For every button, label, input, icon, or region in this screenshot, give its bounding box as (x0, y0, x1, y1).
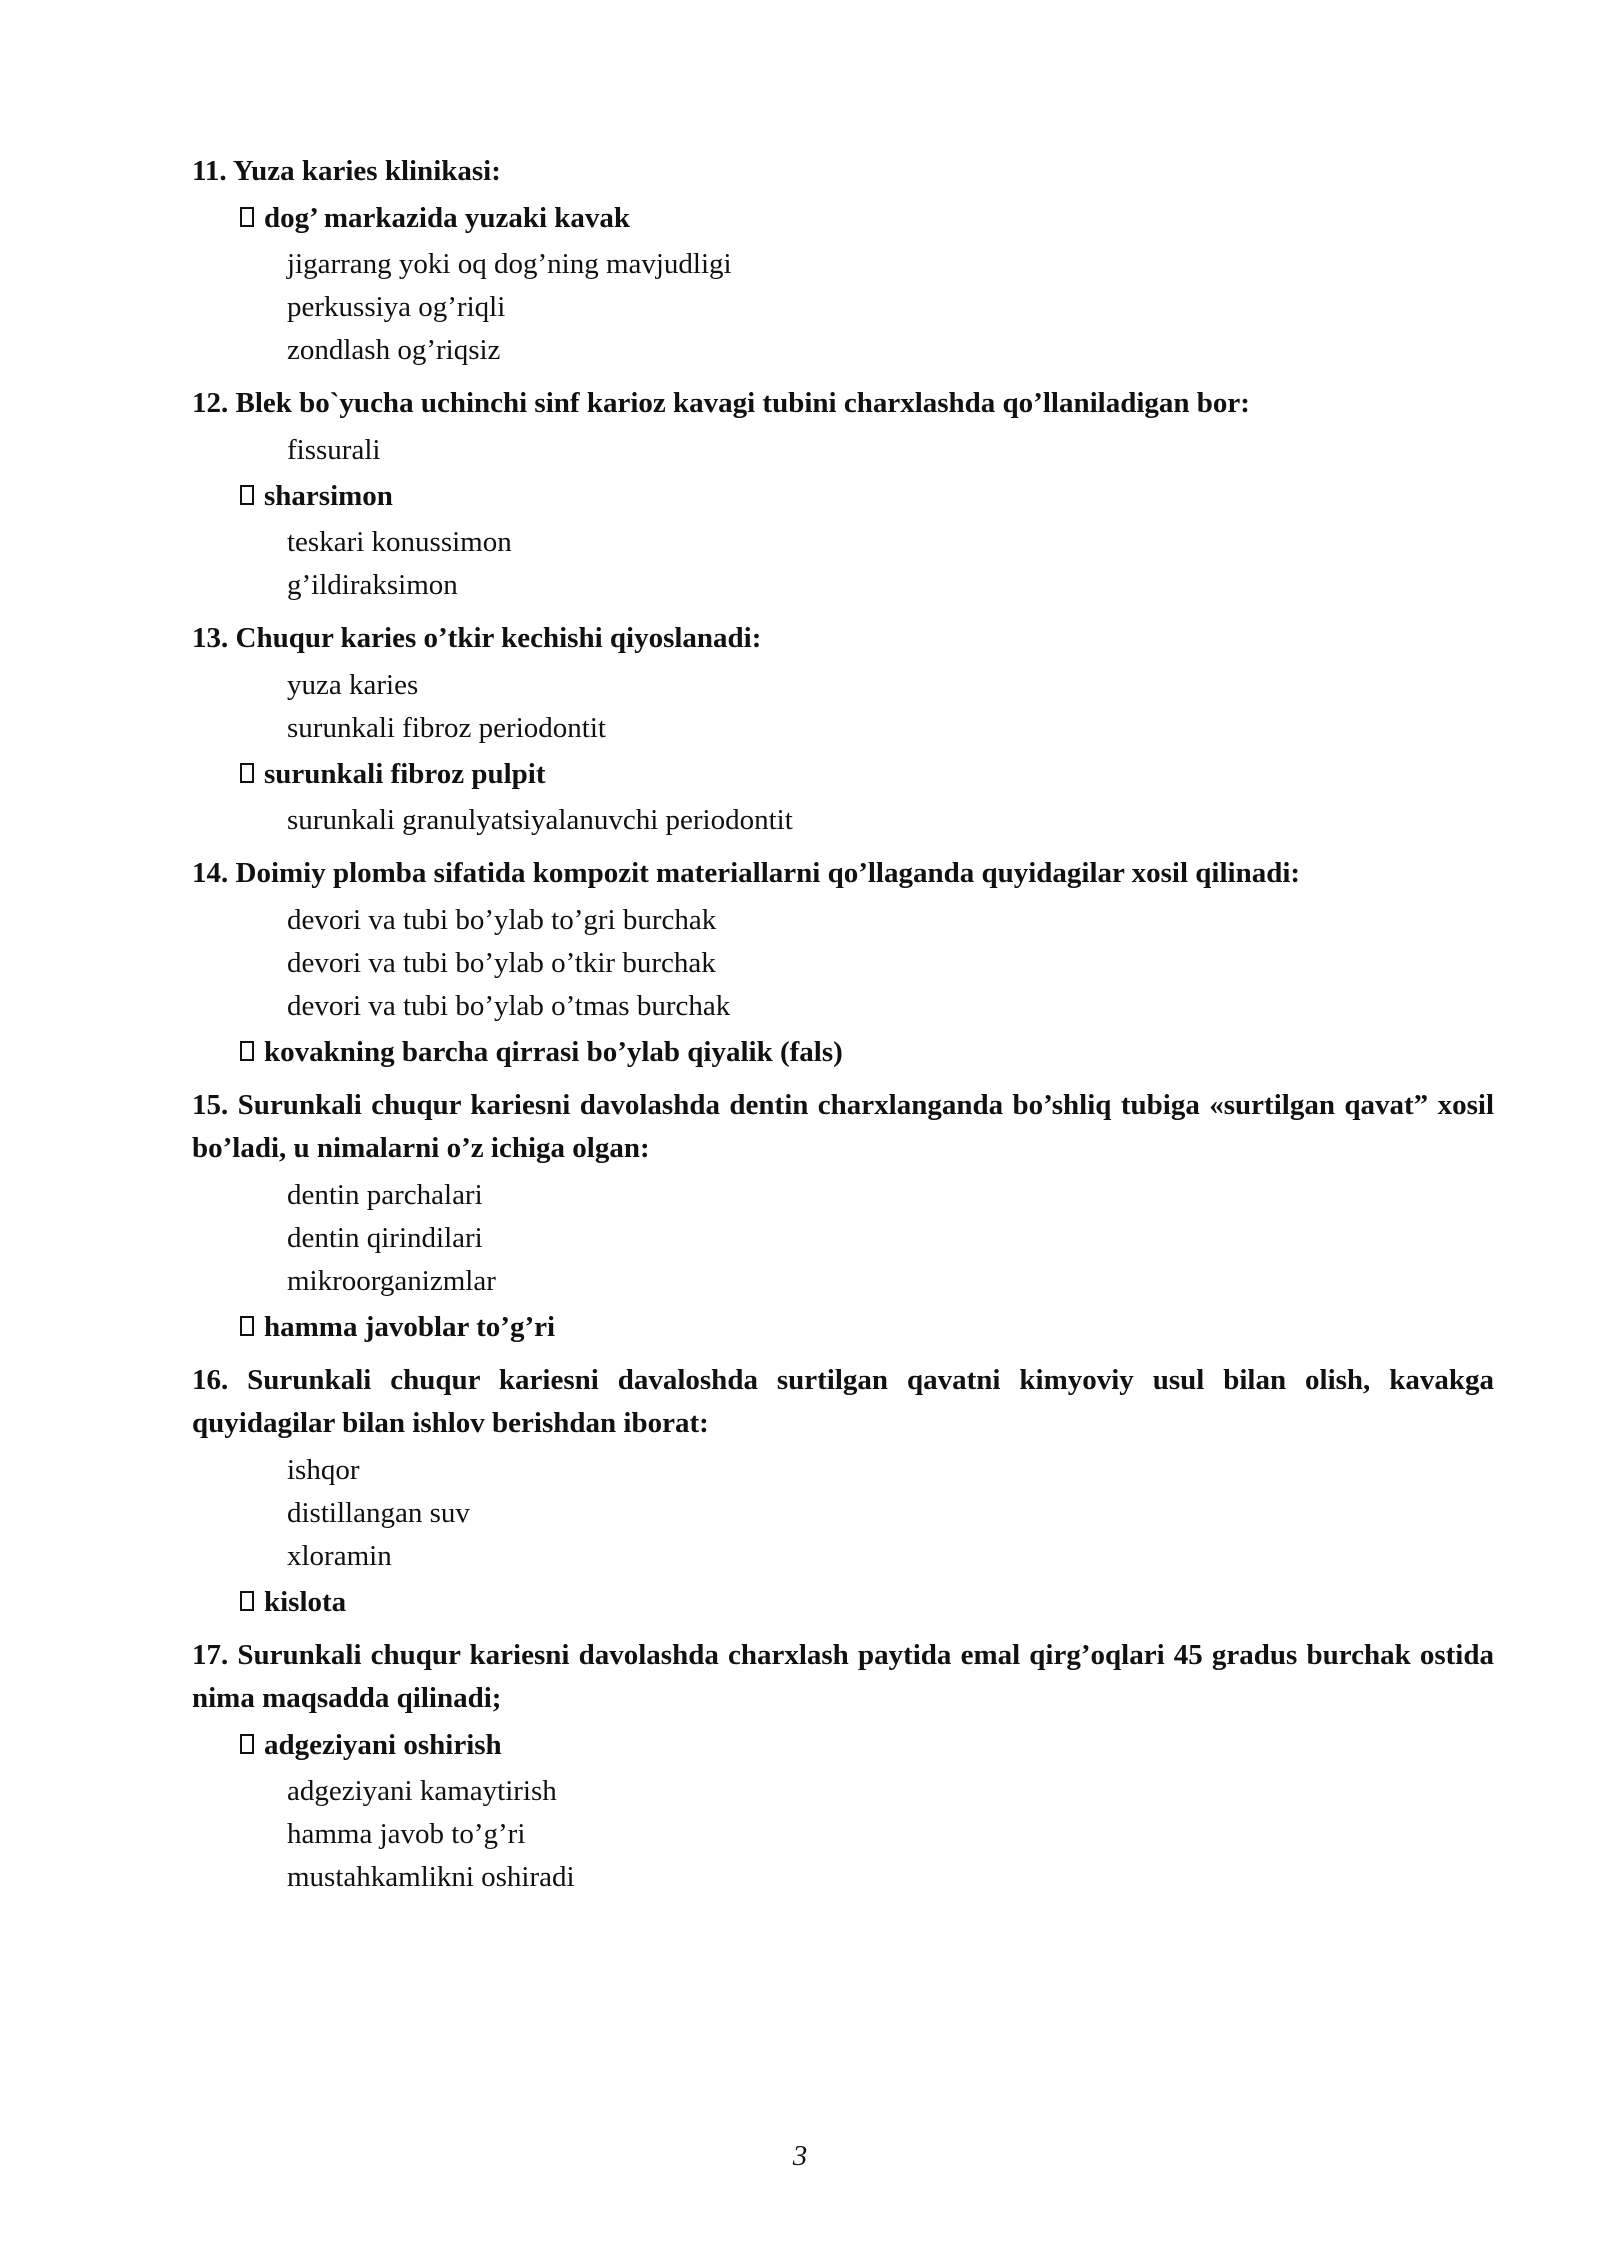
answer-option (192, 1492, 1494, 1535)
correct-mark-icon (240, 475, 262, 520)
answer-text: adgeziyani kamaytirish (287, 1775, 557, 1807)
answer-option (192, 1856, 1494, 1899)
answer-list (192, 1449, 1494, 1624)
question-title: 13. Chuqur karies o’tkir kechishi qiyoslanadi: (192, 622, 762, 654)
correct-answer-option (192, 753, 1494, 796)
correct-mark-icon (240, 1581, 262, 1626)
question-title: 14. Doimiy plomba sifatida kompozit materiallarni qo’llaganda quyidagilar xosil qilinadi: (192, 857, 1301, 889)
correct-mark-icon (240, 1306, 262, 1351)
answer-text: devori va tubi bo’ylab o’tmas burchak (287, 990, 731, 1022)
answer-text: surunkali fibroz periodontit (287, 712, 606, 744)
answer-text: zondlash og’riqsiz (287, 334, 501, 366)
answer-option (192, 707, 1494, 750)
answer-text: dentin parchalari (287, 1179, 483, 1211)
answer-text: distillangan suv (287, 1497, 470, 1529)
answer-text: teskari konussimon (287, 526, 512, 558)
question-block (192, 617, 1494, 842)
answer-text: hamma javob to’g’ri (287, 1818, 526, 1850)
answer-option (192, 664, 1494, 707)
answer-text: yuza karies (287, 669, 419, 701)
answer-text: perkussiya og’riqli (287, 291, 506, 323)
question-block (192, 1634, 1494, 1899)
answer-option (192, 429, 1494, 472)
answer-text: g’ildiraksimon (287, 569, 458, 601)
answer-list (192, 1174, 1494, 1349)
correct-mark-icon (240, 753, 262, 798)
question-block (192, 382, 1494, 607)
answer-text: sharsimon (264, 480, 393, 512)
answer-option (192, 1217, 1494, 1260)
question-title: 12. Blek bo`yucha uchinchi sinf karioz kavagi tubini charxlashda qo’llaniladigan bor: (192, 387, 1250, 419)
question-title: 17. Surunkali chuqur kariesni davolashda charxlash paytida emal qirg’oqlari 45 gradus burchak ostida nima maqsadda qilinadi; (192, 1639, 1494, 1714)
answer-text: hamma javoblar to’g’ri (264, 1311, 556, 1343)
answer-option (192, 799, 1494, 842)
answer-option (192, 286, 1494, 329)
answer-list (192, 197, 1494, 372)
answer-option (192, 1535, 1494, 1578)
answer-option (192, 1770, 1494, 1813)
answer-text: surunkali fibroz pulpit (264, 758, 546, 790)
question-title: 15. Surunkali chuqur kariesni davolashda dentin charxlanganda bo’shliq tubiga «surtilgan qavat” xosil bo’ladi, u nimalarni o’z ichiga olgan: (192, 1089, 1494, 1164)
answer-text: dog’ markazida yuzaki kavak (264, 202, 631, 234)
answer-text: devori va tubi bo’ylab o’tkir burchak (287, 947, 716, 979)
document-page (192, 150, 1494, 1909)
page-number: 3 (792, 2140, 808, 2172)
answer-text: kislota (264, 1586, 347, 1618)
answer-text: kovakning barcha qirrasi bo’ylab qiyalik (fals) (264, 1036, 843, 1068)
question-block (192, 150, 1494, 372)
answer-list (192, 429, 1494, 607)
answer-text: jigarrang yoki oq dog’ning mavjudligi (287, 248, 732, 280)
answer-option (192, 564, 1494, 607)
correct-answer-option (192, 1581, 1494, 1624)
answer-option (192, 1174, 1494, 1217)
correct-mark-icon (240, 1724, 262, 1769)
correct-answer-option (192, 197, 1494, 240)
question-title: 16. Surunkali chuqur kariesni davaloshda surtilgan qavatni kimyoviy usul bilan olish, kavakga quyidagilar bilan ishlov berishdan iborat: (192, 1364, 1494, 1439)
answer-option (192, 899, 1494, 942)
answer-option (192, 243, 1494, 286)
answer-option (192, 985, 1494, 1028)
answer-text: ishqor (287, 1454, 360, 1486)
correct-answer-option (192, 1031, 1494, 1074)
answer-text: dentin qirindilari (287, 1222, 483, 1254)
answer-text: surunkali granulyatsiyalanuvchi periodontit (287, 804, 793, 836)
answer-list (192, 899, 1494, 1074)
answer-option (192, 1260, 1494, 1303)
answer-list (192, 664, 1494, 842)
answer-list (192, 1724, 1494, 1899)
correct-mark-icon (240, 197, 262, 242)
correct-answer-option (192, 1724, 1494, 1767)
question-block (192, 852, 1494, 1074)
answer-text: fissurali (287, 434, 381, 466)
answer-option (192, 1813, 1494, 1856)
answer-option (192, 1449, 1494, 1492)
answer-option (192, 521, 1494, 564)
correct-mark-icon (240, 1031, 262, 1076)
correct-answer-option (192, 475, 1494, 518)
question-title: 11. Yuza karies klinikasi: (192, 155, 501, 187)
answer-text: devori va tubi bo’ylab to’gri burchak (287, 904, 717, 936)
answer-option (192, 329, 1494, 372)
correct-answer-option (192, 1306, 1494, 1349)
question-block (192, 1084, 1494, 1349)
answer-text: mikroorganizmlar (287, 1265, 496, 1297)
answer-text: xloramin (287, 1540, 392, 1572)
answer-text: adgeziyani oshirish (264, 1729, 502, 1761)
answer-option (192, 942, 1494, 985)
question-block (192, 1359, 1494, 1624)
answer-text: mustahkamlikni oshiradi (287, 1861, 575, 1893)
